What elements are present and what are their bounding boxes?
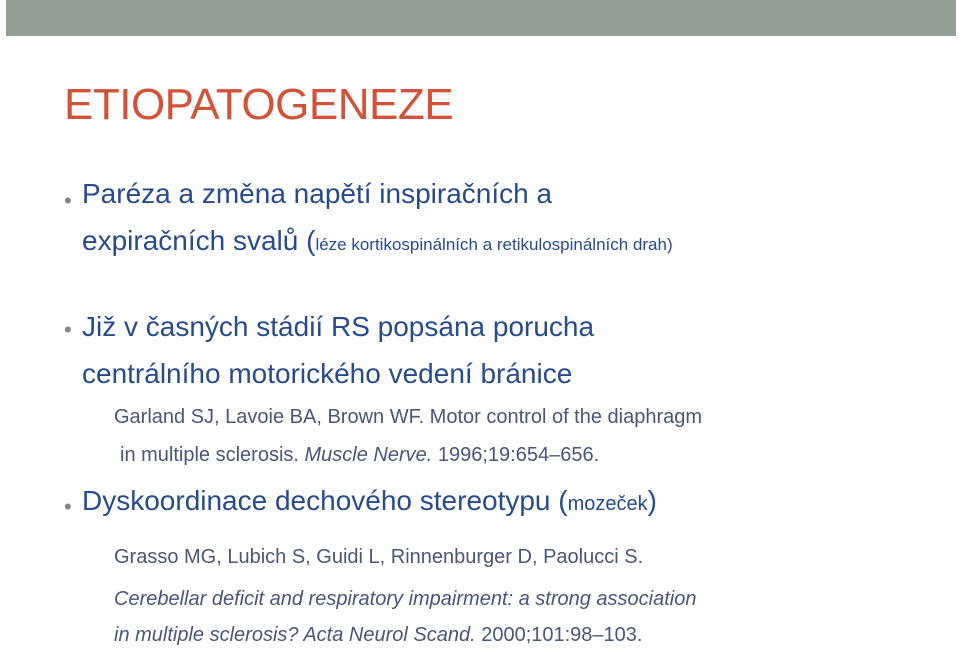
reference-2-journal: in multiple sclerosis? Acta Neurol Scand. — [114, 624, 476, 646]
bullet-3-line-1 — [82, 485, 657, 517]
reference-1-citation: 1996;19:654–656. — [432, 444, 600, 466]
reference-1-text: in multiple sclerosis. — [120, 444, 305, 466]
reference-1-journal: Muscle Nerve. — [304, 444, 433, 466]
bullet-2-line-1: Již v časných stádií RS popsána porucha — [82, 311, 595, 342]
bullet-1-text: expiračních svalů ( — [82, 225, 316, 256]
bullet-3-note: mozeček — [567, 493, 648, 515]
bullet-icon: • — [64, 317, 72, 342]
reference-2-line-3 — [114, 624, 642, 647]
bullet-3-close: ) — [647, 485, 657, 516]
bullet-icon: • — [64, 188, 72, 213]
reference-1-line-2 — [120, 444, 599, 467]
reference-2-citation: 2000;101:98–103. — [475, 624, 643, 646]
bullet-1-note: léze kortikospinálních a retikulospinálních drah) — [315, 235, 673, 254]
reference-2-line-2: Cerebellar deficit and respiratory impairment: a strong association — [114, 588, 697, 610]
slide-title: ETIOPATOGENEZE — [64, 80, 454, 129]
bullet-1-line-1: Paréza a změna napětí inspiračních a — [82, 178, 553, 209]
reference-2-line-1: Grasso MG, Lubich S, Guidi L, Rinnenburger D, Paolucci S. — [114, 546, 644, 568]
header-bar — [6, 0, 956, 36]
bullet-2-line-2: centrálního motorického vedení bránice — [82, 358, 573, 389]
bullet-3-text: Dyskoordinace dechového stereotypu ( — [82, 485, 568, 516]
bullet-1-line-2 — [82, 225, 673, 257]
bullet-icon: • — [64, 494, 72, 519]
reference-1-line-1: Garland SJ, Lavoie BA, Brown WF. Motor control of the diaphragm — [114, 406, 703, 428]
